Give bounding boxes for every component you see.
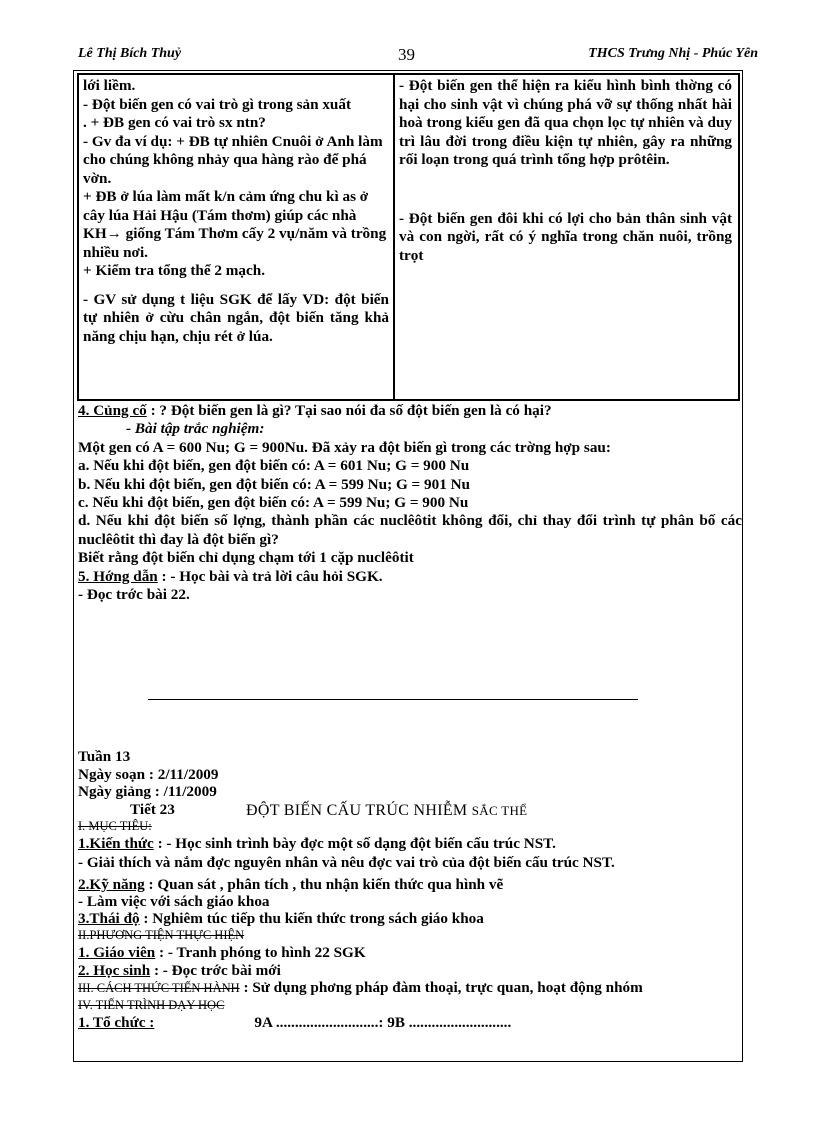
knowledge-label: 1.Kiến thức (78, 835, 154, 853)
teacher-text: : - Tranh phóng to hình 22 SGK (159, 944, 366, 962)
lesson-title (246, 802, 527, 820)
table-right-line: - Đột biến gen thể hiện ra kiểu hình bình thờng có hại cho sinh vật vì chúng phá vỡ sự thống nhất hài hoà trong kiểu gen đã qua chọn lọc tự nhiên và duy trì lâu đời trong điều kiện tự nhiên, gây ra những rối loạn trong quá trình tổng hợp prôtêin. (399, 77, 732, 168)
teach-date: Ngày giảng : /11/2009 (78, 783, 217, 800)
table-left-line: lới liềm. (83, 77, 136, 94)
homework-text: : - Học bài và trả lời câu hỏi SGK. (161, 567, 383, 585)
homework-label: 5. Hớng dẫn (78, 567, 158, 585)
skills-text2: - Làm việc với sách giáo khoa (78, 892, 270, 910)
teacher-label: 1. Giáo viên (78, 944, 156, 962)
consolidation-section (78, 402, 742, 604)
section-divider (148, 699, 638, 700)
activity-table (77, 73, 740, 401)
period: Tiết 23 (130, 800, 175, 818)
quiz-option: c. Nếu khi đột biến, gen đột biến có: A = 599 Nu; G = 900 Nu (78, 494, 469, 512)
org-label: 1. Tổ chức : (78, 1014, 155, 1032)
header-school: THCS Trưng Nhị - Phúc Yên (588, 46, 758, 61)
lesson-info (78, 748, 742, 823)
quiz-title: - Bài tập trắc nghiệm: (126, 420, 265, 438)
lesson-title-tail: SẮC THỂ (471, 802, 528, 818)
quiz-option: d. Nếu khi đột biến số lợng, thành phần các nuclêôtit không đổi, chỉ thay đổi trình tự phân bố các nuclêôtit thì đay là đột biến gì? (78, 512, 742, 548)
student-activity-cell (395, 75, 738, 399)
consolidation-label: 4. Củng cố (78, 402, 147, 419)
student-label: 2. Học sinh (78, 961, 151, 979)
objectives-heading: I. MỤC TIÊU: (78, 819, 152, 833)
knowledge-text2: - Giải thích và nắm đợc nguyên nhân và nêu đợc vai trò của đột biến cấu trúc NST. (78, 854, 615, 872)
objectives-section (78, 818, 742, 1031)
means-heading: II.PHƯƠNG TIỆN THỰC HIỆN (78, 928, 245, 943)
header-author: Lê Thị Bích Thuỷ (78, 46, 182, 61)
student-text: : - Đọc trớc bài mới (153, 961, 281, 979)
method-heading: III. CÁCH THỨC TIẾN HÀNH (78, 980, 240, 995)
attitude-label: 3.Thái độ (78, 910, 140, 928)
week: Tuần 13 (78, 748, 131, 765)
knowledge-text: : - Học sinh trình bày đợc một số dạng đột biến cấu trúc NST. (157, 835, 556, 853)
quiz-option: b. Nếu khi đột biến, gen đột biến có: A = 599 Nu; G = 901 Nu (78, 475, 470, 493)
teacher-activity-cell (79, 75, 395, 399)
table-left-line: - Gv đa ví dụ: + ĐB tự nhiên Cnuôi ở Anh làm cho chúng không nhảy qua hàng rào để phá vờn. (83, 132, 383, 187)
skills-label: 2.Kỹ năng (78, 875, 145, 893)
quiz-problem: Một gen có A = 600 Nu; G = 900Nu. Đã xảy ra đột biến gì trong các trờng hợp sau: (78, 438, 611, 456)
table-left-line: + ĐB ở lúa làm mất k/n cảm ứng chu kì as ở cây lúa Hải Hậu (Tám thơm) giúp các nhà KH→ giống Tám Thơm cấy 2 vụ/năm và trồng nhiều nơi. (83, 188, 387, 261)
quiz-note: Biết rằng đột biến chỉ dụng chạm tới 1 cặp nuclêôtit (78, 549, 414, 567)
consolidation-question: : ? Đột biến gen là gì? Tại sao nói đa số đột biến gen là có hại? (150, 402, 552, 419)
skills-text: : Quan sát , phân tích , thu nhận kiến thức qua hình vẽ (148, 875, 504, 893)
table-left-line: + Kiểm tra tổng thể 2 mạch. (83, 262, 266, 279)
process-heading: IV. TIẾN TRÌNH DẠY HỌC (78, 998, 225, 1013)
table-right-line: - Đột biến gen đôi khi có lợi cho bản thân sinh vật và con ngời, rất có ý nghĩa trong chăn nuôi, trồng trọt (399, 209, 732, 264)
table-left-line: . + ĐB gen có vai trò sx ntn? (83, 114, 266, 131)
org-text: 9A ...........................: 9B ........................... (254, 1014, 512, 1032)
homework-line2: - Đọc trớc bài 22. (78, 586, 190, 604)
quiz-option: a. Nếu khi đột biến, gen đột biến có: A = 601 Nu; G = 900 Nu (78, 457, 470, 475)
table-left-line: - Đột biến gen có vai trò gì trong sản xuất (83, 95, 352, 113)
table-left-line: - GV sử dụng t liệu SGK để lấy VD: đột biến tự nhiên ở cừu chân ngắn, đột biến tăng khả năng chịu hạn, chịu rét ở lúa. (83, 290, 389, 345)
method-text: : Sử dụng phơng pháp đàm thoại, trực quan, hoạt động nhóm (243, 978, 643, 996)
page-number: 39 (398, 45, 415, 64)
prep-date: Ngày soạn : 2/11/2009 (78, 765, 219, 783)
attitude-text: : Nghiêm túc tiếp thu kiến thức trong sách giáo khoa (143, 910, 484, 928)
lesson-title-main: ĐỘT BIẾN CẤU TRÚC NHIỄM (246, 801, 472, 819)
